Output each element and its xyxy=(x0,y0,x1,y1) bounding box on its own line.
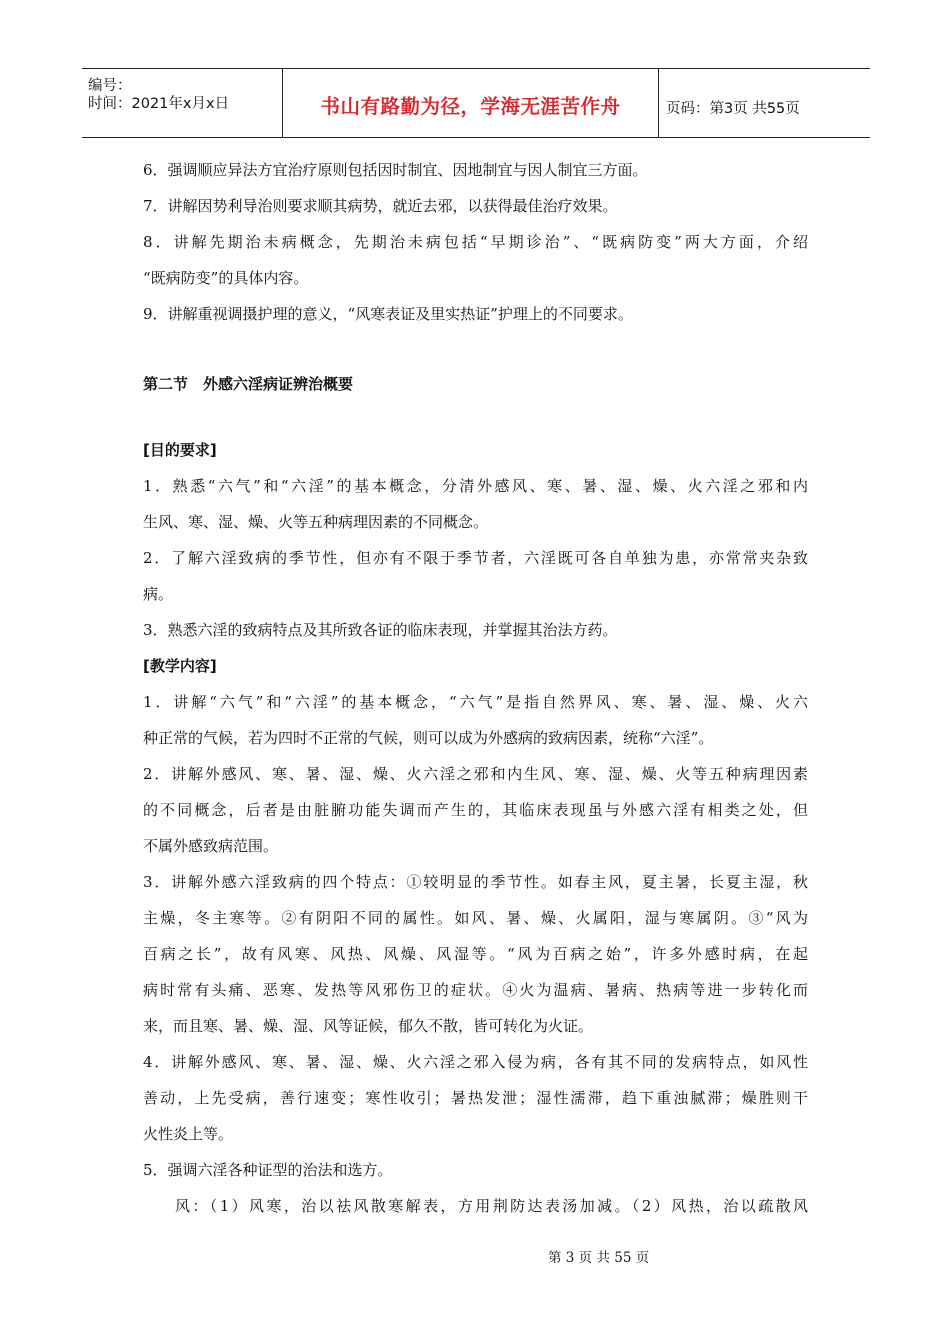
paragraph-line: 生风、寒、湿、燥、火等五种病理因素的不同概念。 xyxy=(143,513,489,531)
paragraph-line: “既病防变”的具体内容。 xyxy=(143,269,309,287)
paragraph-line: 风：（1）风寒，治以祛风散寒解表，方用荆防达表汤加减。（2）风热，治以疏散风 xyxy=(175,1197,808,1215)
document-time-label: 时间：2021年x月x日 xyxy=(88,96,230,112)
paragraph-line: 病。 xyxy=(143,585,174,603)
header-motto-cell xyxy=(282,69,659,137)
paragraph-line: 的不同概念，后者是由脏腑功能失调而产生的，其临床表现虽与外感六淫有相类之处，但 xyxy=(143,801,808,819)
paragraph-line: 善动，上先受病，善行速变；寒性收引；暑热发泄；湿性濡滞，趋下重浊腻滞；燥胜则干 xyxy=(143,1089,808,1107)
header-motto: 书山有路勤为径，学海无涯苦作舟 xyxy=(320,95,621,118)
header-left-cell xyxy=(82,69,282,137)
paragraph-line: 1．讲解“六气”和“六淫”的基本概念，“六气”是指自然界风、寒、暑、湿、燥、火六 xyxy=(143,693,808,711)
page-header xyxy=(82,68,870,138)
paragraph-line: 百病之长”，故有风寒、风热、风燥、风湿等。“风为百病之始”，许多外感时病，在起 xyxy=(143,945,808,963)
paragraph-line: 不属外感致病范围。 xyxy=(143,837,279,855)
paragraph-line: 3．讲解外感六淫致病的四个特点：①较明显的季节性。如春主风，夏主暑，长夏主湿，秋 xyxy=(143,873,808,891)
objective-heading: [目的要求] xyxy=(143,441,217,459)
paragraph-line: 火性炎上等。 xyxy=(143,1125,234,1143)
paragraph-line: 病时常有头痛、恶寒、发热等风邪伤卫的症状。④火为温病、暑病、热病等进一步转化而 xyxy=(143,981,808,999)
paragraph-line: 种正常的气候，若为四时不正常的气候，则可以成为外感病的致病因素，统称“六淫”。 xyxy=(143,729,714,747)
paragraph-line: 来，而且寒、暑、燥、湿、风等证候，郁久不散，皆可转化为火证。 xyxy=(143,1017,594,1035)
paragraph-line: 6．强调顺应异法方宜治疗原则包括因时制宜、因地制宜与因人制宜三方面。 xyxy=(143,161,648,179)
paragraph-line: 主燥，冬主寒等。②有阴阳不同的属性。如风、暑、燥、火属阳，湿与寒属阴。③“风为 xyxy=(143,909,808,927)
paragraph-line: 4．讲解外感风、寒、暑、湿、燥、火六淫之邪入侵为病，各有其不同的发病特点，如风性 xyxy=(143,1053,808,1071)
paragraph-line: 1．熟悉“六气”和“六淫”的基本概念，分清外感风、寒、暑、湿、燥、火六淫之邪和内 xyxy=(143,477,808,495)
spacer xyxy=(143,332,808,366)
spacer xyxy=(143,402,808,432)
paragraph-line: 9．讲解重视调摄护理的意义，“风寒表证及里实热证”护理上的不同要求。 xyxy=(143,305,633,323)
paragraph-line: 7．讲解因势利导治则要求顺其病势，就近去邪，以获得最佳治疗效果。 xyxy=(143,197,618,215)
paragraph-line: 2．讲解外感风、寒、暑、湿、燥、火六淫之邪和内生风、寒、湿、燥、火等五种病理因素 xyxy=(143,765,808,783)
footer-page-number: 第 3 页 共 55 页 xyxy=(548,1250,650,1266)
document-number-label: 编号： xyxy=(88,78,132,94)
paragraph-line: 8．讲解先期治未病概念，先期治未病包括“早期诊治”、“既病防变”两大方面，介绍 xyxy=(143,233,808,251)
header-page-info: 页码：第3页 共55页 xyxy=(666,100,800,117)
paragraph-line: 5．强调六淫各种证型的治法和选方。 xyxy=(143,1161,393,1179)
paragraph-line: 2．了解六淫致病的季节性，但亦有不限于季节者，六淫既可各自单独为患，亦常常夹杂致 xyxy=(143,549,808,567)
section-title: 第二节 外感六淫病证辨治概要 xyxy=(143,375,354,393)
teaching-heading: [教学内容] xyxy=(143,657,217,675)
document-body xyxy=(143,152,808,1224)
paragraph-line: 3．熟悉六淫的致病特点及其所致各证的临床表现，并掌握其治法方药。 xyxy=(143,621,618,639)
